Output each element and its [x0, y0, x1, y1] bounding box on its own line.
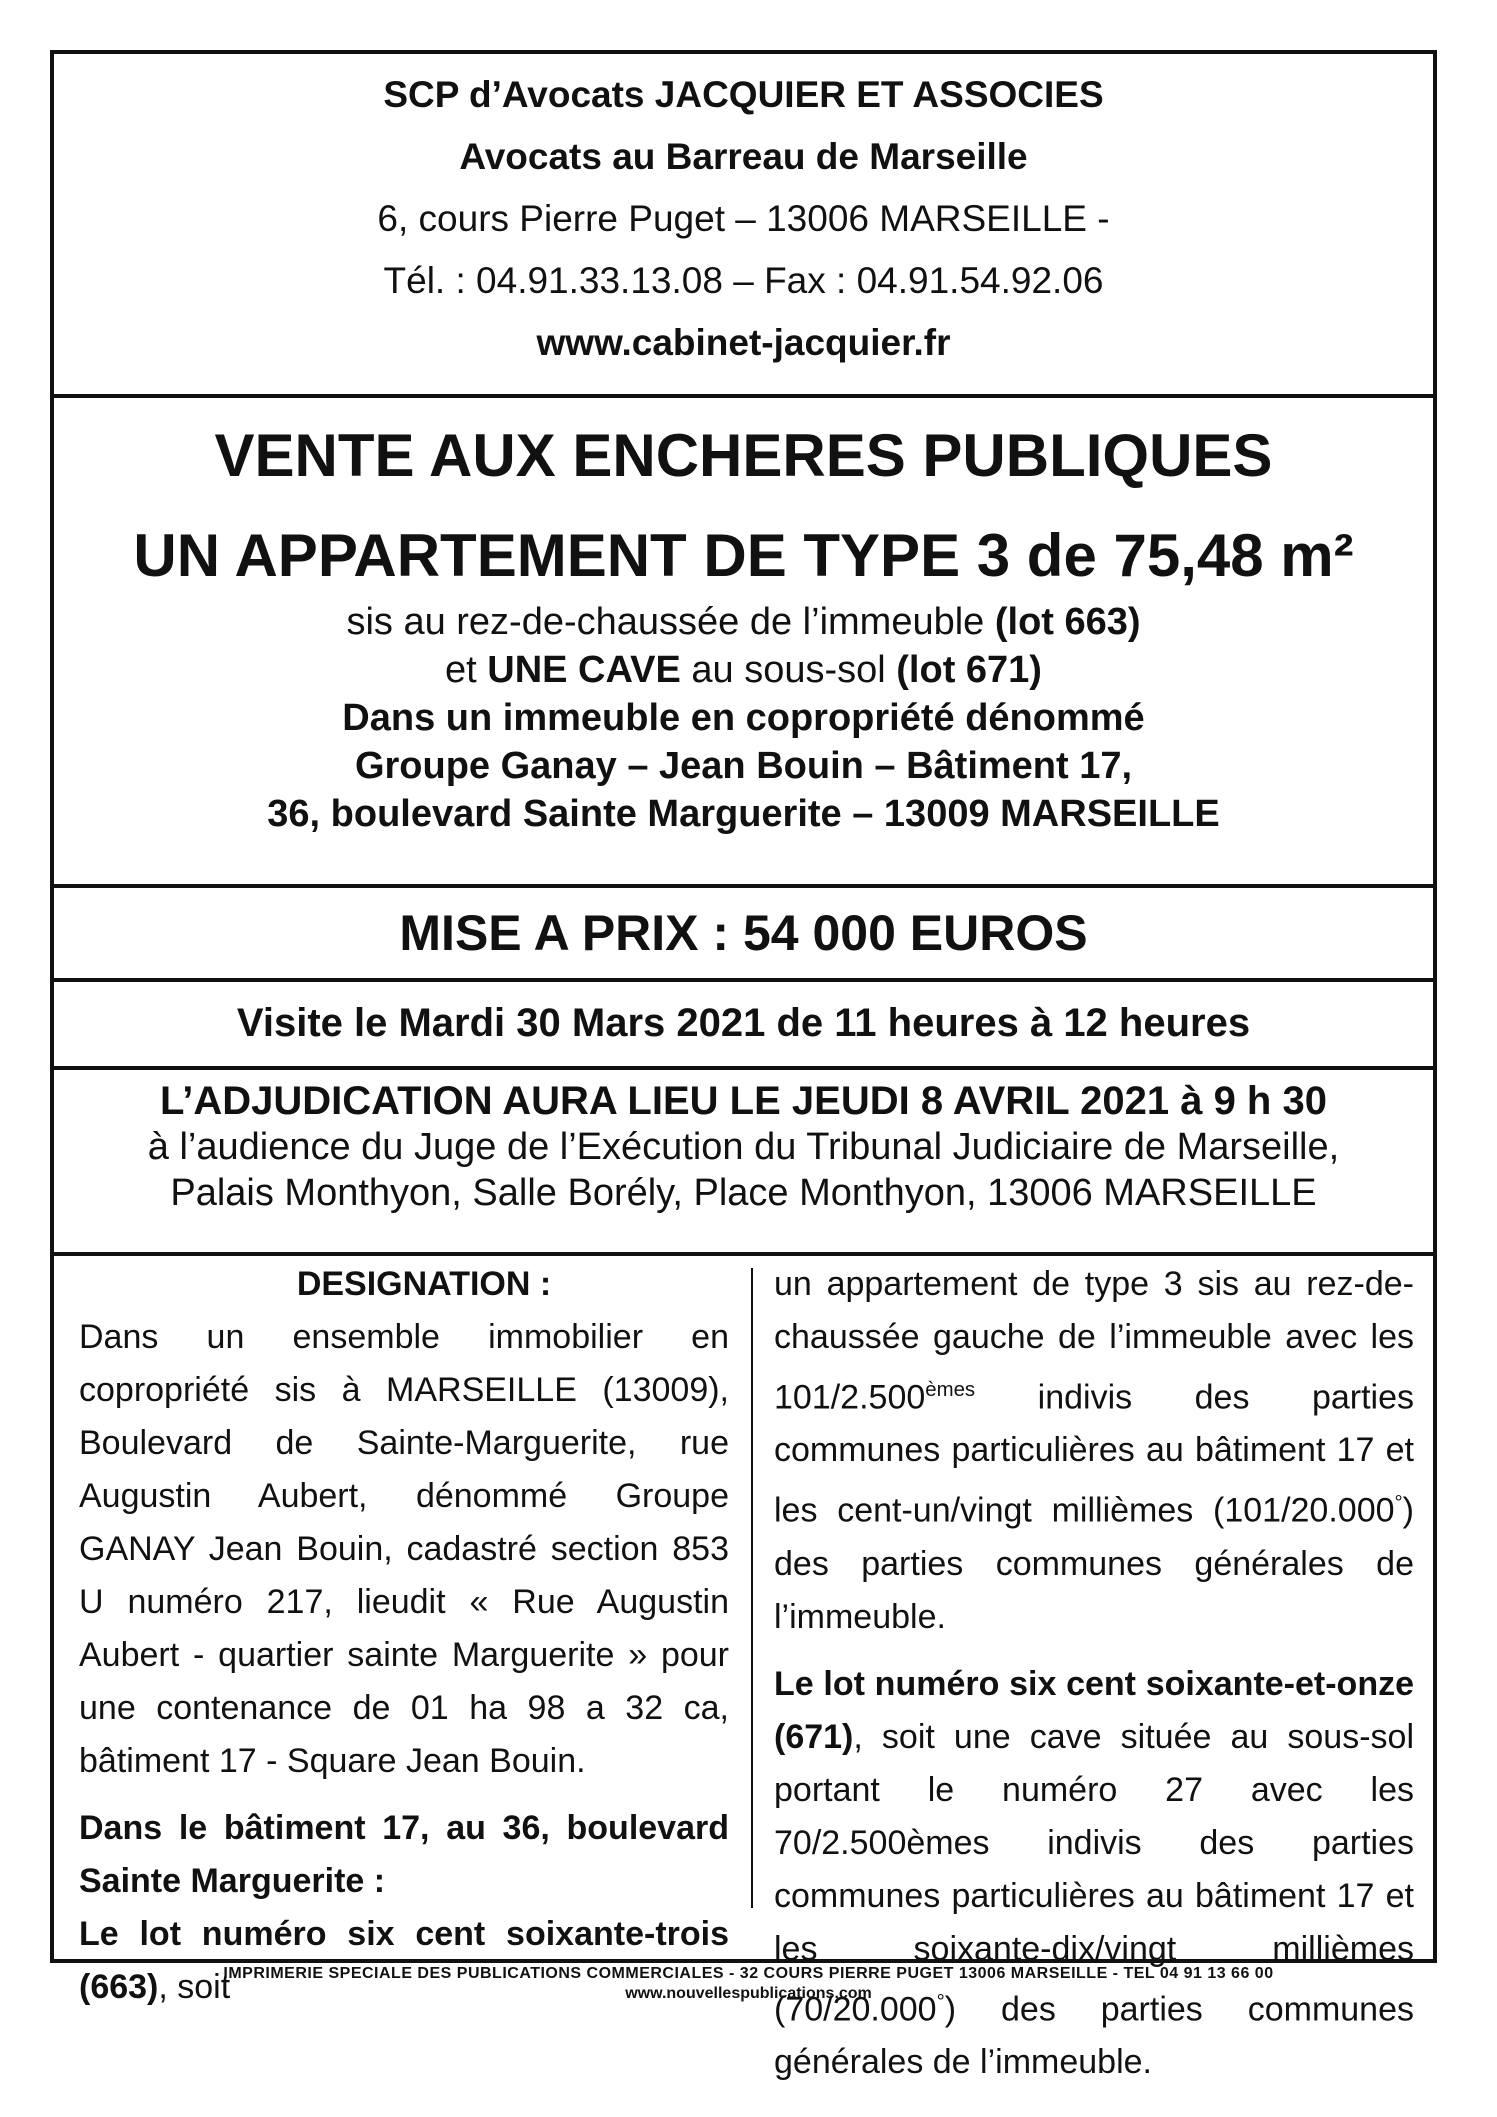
property-line-1: sis au rez-de-chaussée de l’immeuble (lot 663) [346, 601, 1141, 643]
adjudication-court: à l’audience du Juge de l’Exécution du Tribunal Judiciaire de Marseille, [147, 1126, 1340, 1168]
designation-paragraph-3: Le lot numéro six cent soixante-trois (663), soit [79, 1915, 729, 2006]
divider [54, 394, 1433, 398]
property-line-3: Dans un immeuble en copropriété dénommé [342, 697, 1145, 739]
designation-right-paragraph-1: un appartement de type 3 sis au rez-de-chaussée gauche de l’immeuble avec les 101/2.500èmes indivis des parties communes particulières au bâtiment 17 et les cent-un/vingt millièmes (101/20.000°) des parties communes générales de l’immeuble. [774, 1265, 1414, 1636]
printer-info: IMPRIMERIE SPECIALE DES PUBLICATIONS COMMERCIALES - 32 COURS PIERRE PUGET 13006 MARSEILLE - TEL 04 91 13 66 00 [223, 1965, 1274, 1982]
property-line-5: 36, boulevard Sainte Marguerite – 13009 MARSEILLE [267, 793, 1220, 835]
designation-right-paragraph-2: Le lot numéro six cent soixante-et-onze (671), soit une cave située au sous-sol portant le numéro 27 avec les 70/2.500èmes indivis des parties communes particulières au bâtiment 17 et les soixante-dix/vingt millièmes (70/20.000°) des parties communes générales de l’immeuble. [774, 1664, 1414, 2081]
firm-header [54, 64, 1433, 374]
starting-price: MISE A PRIX : 54 000 EUROS [399, 905, 1088, 961]
adjudication-block [54, 1078, 1433, 1216]
firm-name: SCP d’Avocats JACQUIER ET ASSOCIES [383, 74, 1104, 115]
printer-footer [0, 1963, 1497, 2003]
bar-affiliation: Avocats au Barreau de Marseille [459, 136, 1028, 177]
firm-website: www.cabinet-jacquier.fr [536, 322, 951, 363]
sale-title-block [54, 406, 1433, 838]
designation-paragraph-2: Dans le bâtiment 17, au 36, boulevard Sainte Marguerite : [79, 1809, 729, 1900]
visit-block [54, 982, 1433, 1064]
designation-paragraph-1: Dans un ensemble immobilier en copropriété sis à MARSEILLE (13009), Boulevard de Sainte-Marguerite, rue Augustin Aubert, dénommé Groupe GANAY Jean Bouin, cadastré section 853 U numéro 217, lieudit « Rue Augustin Aubert - quartier sainte Marguerite » pour une contenance de 01 ha 98 a 32 ca, bâtiment 17 - Square Jean Bouin. [79, 1318, 729, 1780]
visit-date: Visite le Mardi 30 Mars 2021 de 11 heures à 12 heures [236, 1001, 1251, 1045]
designation-title: DESIGNATION : [296, 1265, 552, 1303]
adjudication-place: Palais Monthyon, Salle Borély, Place Monthyon, 13006 MARSEILLE [170, 1172, 1317, 1214]
starting-price-block [54, 888, 1433, 978]
property-line-4: Groupe Ganay – Jean Bouin – Bâtiment 17, [354, 745, 1133, 787]
divider [54, 1066, 1433, 1070]
property-title: UN APPARTEMENT DE TYPE 3 de 75,48 m² [133, 522, 1354, 589]
firm-address: 6, cours Pierre Puget – 13006 MARSEILLE - [377, 198, 1110, 239]
divider [54, 1252, 1433, 1256]
property-line-2: et UNE CAVE au sous-sol (lot 671) [445, 649, 1042, 691]
column-divider [751, 1268, 753, 1908]
sale-headline: VENTE AUX ENCHERES PUBLIQUES [214, 422, 1273, 489]
printer-website: www.nouvellespublications.com [625, 1985, 872, 2002]
firm-phone-fax: Tél. : 04.91.33.13.08 – Fax : 04.91.54.92.06 [383, 260, 1104, 301]
designation-left-column [79, 1258, 729, 2014]
adjudication-headline: L’ADJUDICATION AURA LIEU LE JEUDI 8 AVRIL 2021 à 9 h 30 [160, 1079, 1327, 1123]
